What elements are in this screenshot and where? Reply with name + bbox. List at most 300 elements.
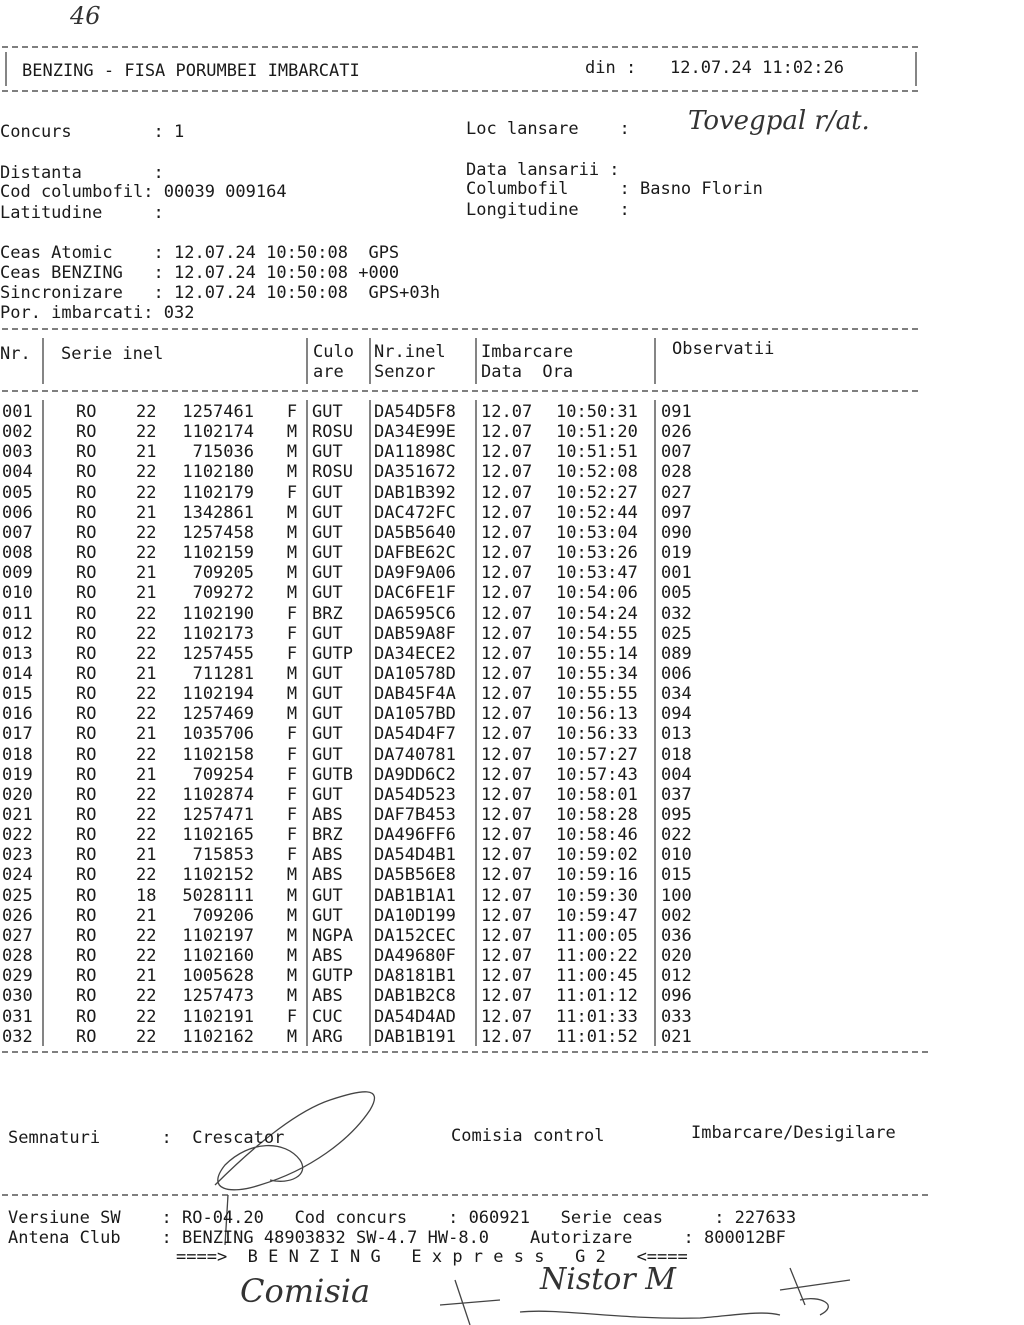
ring-country-cell: RO [76,805,97,825]
boarding-date-cell: 12.07 [481,946,533,967]
ring-country-cell: RO [76,402,97,422]
boarding-time-cell: 10:59:30 [556,885,638,906]
sensor-ring-cell: DA54D4AD [374,1006,456,1027]
ring-number-cell: 1102173 [182,623,254,644]
sex-cell: M [286,522,298,543]
row-number-cell: 031 [2,1006,33,1027]
ring-year-cell: 21 [136,663,157,684]
observation-cell: 021 [661,1026,692,1047]
ring-country-cell: RO [76,764,97,785]
imbarcare-desigilare-label: Imbarcare/Desigilare [691,1123,896,1143]
color-cell: NGPA [312,925,353,946]
observation-cell: 018 [661,744,692,765]
sensor-ring-cell: DAC6FE1F [374,583,456,604]
color-cell: ABS [312,805,343,825]
observation-cell: 001 [661,563,692,584]
color-cell: GUT [312,905,343,926]
table-row [0,926,920,946]
color-cell: ABS [312,865,343,886]
boarding-time-cell: 10:53:26 [556,543,638,564]
ring-number-cell: 1102191 [182,1006,254,1027]
color-cell: GUT [312,522,343,543]
ring-number-cell: 709272 [192,583,254,604]
ring-number-cell: 715036 [192,442,254,463]
boarding-date-cell: 12.07 [481,1026,533,1047]
ring-country-cell: RO [76,643,97,664]
ring-number-cell: 1257461 [182,402,254,422]
table-row [0,503,920,523]
antena-club-line: Antena Club : BENZING 48903832 SW-4.7 HW-8.0 Autorizare : 800012BF [8,1228,786,1248]
sex-cell: F [286,482,298,503]
ring-country-cell: RO [76,946,97,967]
observation-cell: 007 [661,442,692,463]
boarding-date-cell: 12.07 [481,583,533,604]
ring-year-cell: 22 [136,805,157,825]
sex-cell: M [286,966,298,987]
table-row [0,966,920,986]
boarding-time-cell: 10:56:13 [556,704,638,725]
ring-number-cell: 5028111 [182,885,254,906]
ring-year-cell: 22 [136,825,157,846]
table-row [0,543,920,563]
color-cell: GUT [312,402,343,422]
ring-number-cell: 1102152 [182,865,254,886]
color-cell: GUT [312,724,343,745]
sex-cell: F [286,845,298,866]
sensor-ring-cell: DAFBE62C [374,543,456,564]
row-number-cell: 005 [2,482,33,503]
col-header-culo: Culo [313,342,354,362]
ring-number-cell: 1342861 [182,502,254,523]
sex-cell: F [286,784,298,805]
table-row [0,825,920,845]
boarding-time-cell: 10:55:14 [556,643,638,664]
sex-cell: F [286,764,298,785]
ring-year-cell: 22 [136,946,157,967]
table-row [0,1007,920,1027]
table-row [0,402,920,422]
observation-cell: 010 [661,845,692,866]
ring-year-cell: 22 [136,784,157,805]
boarding-time-cell: 11:00:45 [556,966,638,987]
ring-number-cell: 1102159 [182,543,254,564]
ring-country-cell: RO [76,865,97,886]
sex-cell: M [286,684,298,705]
color-cell: ROSU [312,462,353,483]
ring-year-cell: 21 [136,563,157,584]
sex-cell: F [286,724,298,745]
row-number-cell: 004 [2,462,33,483]
ring-year-cell: 22 [136,402,157,422]
row-number-cell: 011 [2,603,33,624]
din-label: din : [585,58,637,78]
row-number-cell: 023 [2,845,33,866]
ring-number-cell: 1102160 [182,946,254,967]
ring-number-cell: 1102158 [182,744,254,765]
ring-year-cell: 22 [136,543,157,564]
sex-cell: M [286,905,298,926]
boarding-date-cell: 12.07 [481,724,533,745]
color-cell: CUC [312,1006,343,1027]
sensor-ring-cell: DA54D4F7 [374,724,456,745]
ring-year-cell: 22 [136,623,157,644]
sex-cell: M [286,704,298,725]
ring-country-cell: RO [76,905,97,926]
boarding-time-cell: 10:52:08 [556,462,638,483]
document-title: BENZING - FISA PORUMBEI IMBARCATI [22,61,360,81]
ring-number-cell: 1257455 [182,643,254,664]
ring-number-cell: 1102165 [182,825,254,846]
row-number-cell: 019 [2,764,33,785]
table-row [0,462,920,482]
observation-cell: 027 [661,482,692,503]
color-cell: GUT [312,704,343,725]
sex-cell: F [286,1006,298,1027]
loc-lansare-handwritten: Tovegpal r/at. [688,106,870,136]
sensor-ring-cell: DAF7B453 [374,805,456,825]
loc-lansare-label: Loc lansare : [466,119,630,139]
observation-cell: 097 [661,502,692,523]
sensor-ring-cell: DA54D4B1 [374,845,456,866]
table-row [0,845,920,865]
sensor-ring-cell: DA34E99E [374,422,456,443]
ring-country-cell: RO [76,543,97,564]
observation-cell: 032 [661,603,692,624]
observation-cell: 022 [661,825,692,846]
observation-cell: 005 [661,583,692,604]
row-number-cell: 027 [2,925,33,946]
color-cell: GUT [312,442,343,463]
ring-year-cell: 22 [136,1026,157,1047]
boarding-date-cell: 12.07 [481,925,533,946]
row-number-cell: 001 [2,402,33,422]
boarding-date-cell: 12.07 [481,865,533,886]
ring-year-cell: 21 [136,966,157,987]
boarding-date-cell: 12.07 [481,905,533,926]
sex-cell: M [286,865,298,886]
corner-page-note: 46 [70,2,101,30]
boarding-date-cell: 12.07 [481,422,533,443]
sensor-ring-cell: DA351672 [374,462,456,483]
sex-cell: M [286,442,298,463]
ring-country-cell: RO [76,603,97,624]
row-number-cell: 009 [2,563,33,584]
ring-number-cell: 1102197 [182,925,254,946]
boarding-time-cell: 10:55:55 [556,684,638,705]
sensor-ring-cell: DA5B56E8 [374,865,456,886]
sensor-ring-cell: DA8181B1 [374,966,456,987]
sex-cell: M [286,422,298,443]
ring-country-cell: RO [76,1026,97,1047]
boarding-date-cell: 12.07 [481,845,533,866]
columbofil-line: Columbofil : Basno Florin [466,179,763,199]
observation-cell: 019 [661,543,692,564]
ring-year-cell: 22 [136,865,157,886]
row-number-cell: 012 [2,623,33,644]
data-lansarii-line: Data lansarii : [466,160,620,180]
color-cell: GUT [312,482,343,503]
distanta-line: Distanta : [0,163,164,183]
ring-country-cell: RO [76,623,97,644]
ring-year-cell: 21 [136,502,157,523]
sensor-ring-cell: DA54D5F8 [374,402,456,422]
table-row [0,422,920,442]
boarding-date-cell: 12.07 [481,825,533,846]
col-header-serie: Serie inel [61,344,164,364]
benzing-express-banner: ====> B E N Z I N G E x p r e s s G 2 <==== [176,1247,688,1267]
row-number-cell: 013 [2,643,33,664]
ring-country-cell: RO [76,986,97,1007]
color-cell: GUT [312,885,343,906]
ring-year-cell: 22 [136,986,157,1007]
observation-cell: 034 [661,684,692,705]
boarding-time-cell: 10:58:28 [556,805,638,825]
table-row [0,946,920,966]
ring-country-cell: RO [76,1006,97,1027]
sex-cell: M [286,663,298,684]
table-row [0,704,920,724]
sensor-ring-cell: DAB1B2C8 [374,986,456,1007]
row-number-cell: 024 [2,865,33,886]
color-cell: GUT [312,543,343,564]
sensor-ring-cell: DA496FF6 [374,825,456,846]
boarding-date-cell: 12.07 [481,764,533,785]
row-number-cell: 029 [2,966,33,987]
color-cell: ABS [312,845,343,866]
boarding-time-cell: 10:57:27 [556,744,638,765]
sensor-ring-cell: DA9F9A06 [374,563,456,584]
sincronizare-line: Sincronizare : 12.07.24 10:50:08 GPS+03h [0,283,441,303]
row-number-cell: 014 [2,663,33,684]
ring-number-cell: 1102174 [182,422,254,443]
longitudine-line: Longitudine : [466,200,630,220]
boarding-time-cell: 10:54:24 [556,603,638,624]
handwritten-names: Nistor M [540,1262,676,1297]
boarding-date-cell: 12.07 [481,482,533,503]
col-header-observatii: Observatii [672,339,775,359]
sensor-ring-cell: DA6595C6 [374,603,456,624]
boarding-date-cell: 12.07 [481,623,533,644]
observation-cell: 026 [661,422,692,443]
boarding-time-cell: 11:01:33 [556,1006,638,1027]
ring-year-cell: 22 [136,643,157,664]
ring-number-cell: 709254 [192,764,254,785]
color-cell: ROSU [312,422,353,443]
boarding-time-cell: 10:54:06 [556,583,638,604]
ring-number-cell: 1102194 [182,684,254,705]
table-row [0,805,920,825]
color-cell: GUT [312,563,343,584]
row-number-cell: 020 [2,784,33,805]
col-header-senzor: Senzor [374,362,436,382]
sex-cell: M [286,543,298,564]
observation-cell: 013 [661,724,692,745]
table-row [0,563,920,583]
row-number-cell: 010 [2,583,33,604]
row-number-cell: 030 [2,986,33,1007]
row-number-cell: 006 [2,502,33,523]
ring-number-cell: 1102162 [182,1026,254,1047]
boarding-time-cell: 10:55:34 [556,663,638,684]
row-number-cell: 003 [2,442,33,463]
row-number-cell: 022 [2,825,33,846]
observation-cell: 002 [661,905,692,926]
ring-number-cell: 1257473 [182,986,254,1007]
table-row [0,1027,920,1047]
semnaturi-line: Semnaturi : Crescator [8,1128,285,1148]
row-number-cell: 017 [2,724,33,745]
ring-year-cell: 21 [136,905,157,926]
ring-year-cell: 22 [136,422,157,443]
table-row [0,986,920,1006]
color-cell: ABS [312,986,343,1007]
boarding-date-cell: 12.07 [481,563,533,584]
observation-cell: 036 [661,925,692,946]
cod-columbofil-line: Cod columbofil: 00039 009164 [0,182,287,202]
boarding-time-cell: 10:53:04 [556,522,638,543]
table-row [0,684,920,704]
table-row [0,624,920,644]
observation-cell: 033 [661,1006,692,1027]
table-row [0,765,920,785]
observation-cell: 025 [661,623,692,644]
observation-cell: 091 [661,402,692,422]
boarding-date-cell: 12.07 [481,603,533,624]
sensor-ring-cell: DA5B5640 [374,522,456,543]
sex-cell: M [286,1026,298,1047]
sex-cell: F [286,805,298,825]
row-number-cell: 002 [2,422,33,443]
table-row [0,886,920,906]
col-header-imbarcare: Imbarcare [481,342,574,362]
row-number-cell: 018 [2,744,33,765]
sensor-ring-cell: DAB59A8F [374,623,456,644]
sex-cell: F [286,603,298,624]
ring-year-cell: 22 [136,704,157,725]
ring-number-cell: 1102180 [182,462,254,483]
row-number-cell: 025 [2,885,33,906]
sensor-ring-cell: DAC472FC [374,502,456,523]
print-datetime: 12.07.24 11:02:26 [670,58,844,78]
ring-year-cell: 22 [136,522,157,543]
color-cell: GUT [312,583,343,604]
ring-number-cell: 1102179 [182,482,254,503]
ring-number-cell: 1257458 [182,522,254,543]
observation-cell: 006 [661,663,692,684]
ring-country-cell: RO [76,744,97,765]
sex-cell: F [286,623,298,644]
color-cell: ARG [312,1026,343,1047]
sex-cell: M [286,885,298,906]
concurs-line: Concurs : 1 [0,122,185,142]
ring-number-cell: 1257471 [182,805,254,825]
row-number-cell: 028 [2,946,33,967]
ring-country-cell: RO [76,704,97,725]
row-number-cell: 032 [2,1026,33,1047]
boarding-date-cell: 12.07 [481,744,533,765]
ring-year-cell: 21 [136,845,157,866]
boarding-time-cell: 10:57:43 [556,764,638,785]
boarding-time-cell: 10:58:46 [556,825,638,846]
ring-number-cell: 711281 [192,663,254,684]
sensor-ring-cell: DA49680F [374,946,456,967]
boarding-date-cell: 12.07 [481,543,533,564]
color-cell: GUT [312,663,343,684]
sensor-ring-cell: DA54D523 [374,784,456,805]
sex-cell: M [286,946,298,967]
ring-country-cell: RO [76,442,97,463]
sex-cell: M [286,925,298,946]
ring-number-cell: 1257469 [182,704,254,725]
sensor-ring-cell: DAB1B191 [374,1026,456,1047]
ring-number-cell: 1102874 [182,784,254,805]
sex-cell: F [286,744,298,765]
ring-year-cell: 22 [136,1006,157,1027]
sensor-ring-cell: DAB45F4A [374,684,456,705]
table-row [0,523,920,543]
ring-country-cell: RO [76,563,97,584]
boarding-time-cell: 10:52:27 [556,482,638,503]
color-cell: GUT [312,684,343,705]
table-row [0,785,920,805]
ceas-atomic-line: Ceas Atomic : 12.07.24 10:50:08 GPS [0,243,400,263]
col-header-are: are [313,362,344,382]
sensor-ring-cell: DAB1B1A1 [374,885,456,906]
table-row [0,604,920,624]
boarding-date-cell: 12.07 [481,402,533,422]
boarding-time-cell: 11:00:05 [556,925,638,946]
ring-year-cell: 21 [136,442,157,463]
color-cell: GUT [312,623,343,644]
color-cell: GUTP [312,966,353,987]
color-cell: GUT [312,502,343,523]
color-cell: BRZ [312,825,343,846]
ring-number-cell: 1035706 [182,724,254,745]
handwritten-comisia: Comisia [240,1272,371,1310]
table-row [0,745,920,765]
table-row [0,724,920,744]
ring-year-cell: 22 [136,482,157,503]
sensor-ring-cell: DA1057BD [374,704,456,725]
sex-cell: M [286,583,298,604]
ring-country-cell: RO [76,502,97,523]
ring-country-cell: RO [76,966,97,987]
table-row [0,644,920,664]
observation-cell: 037 [661,784,692,805]
sex-cell: F [286,402,298,422]
sex-cell: M [286,462,298,483]
observation-cell: 015 [661,865,692,886]
table-row [0,483,920,503]
boarding-date-cell: 12.07 [481,684,533,705]
ring-year-cell: 21 [136,724,157,745]
sex-cell: M [286,563,298,584]
observation-cell: 094 [661,704,692,725]
ring-year-cell: 21 [136,583,157,604]
table-row [0,442,920,462]
boarding-date-cell: 12.07 [481,462,533,483]
col-header-data-ora: Data Ora [481,362,574,382]
boarding-date-cell: 12.07 [481,805,533,825]
row-number-cell: 016 [2,704,33,725]
boarding-time-cell: 10:54:55 [556,623,638,644]
sensor-ring-cell: DA740781 [374,744,456,765]
boarding-date-cell: 12.07 [481,663,533,684]
ring-country-cell: RO [76,482,97,503]
ring-year-cell: 22 [136,684,157,705]
ring-country-cell: RO [76,885,97,906]
versiune-sw-line: Versiune SW : RO-04.20 Cod concurs : 060921 Serie ceas : 227633 [8,1208,797,1228]
